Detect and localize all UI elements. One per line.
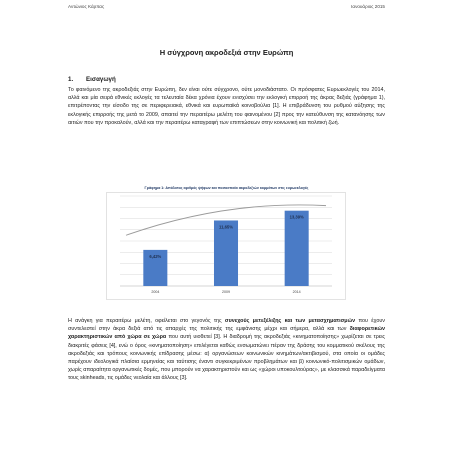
chart-caption: Γράφημα 1: Απόλυτος αριθμός ψήφων και ποσοστιαία ακροδεξιών κομμάτων στις ευρωεκλογές xyxy=(144,186,309,190)
paragraph-text: Η ανάγκη για περαιτέρω μελέτη, οφείλεται στο γεγονός της xyxy=(68,318,225,324)
paragraph-analysis xyxy=(68,317,385,383)
x-tick-label: 2009 xyxy=(222,290,230,294)
data-label: 6,42% xyxy=(149,253,162,259)
header-date: Ιανουάριος 2015 xyxy=(351,4,385,9)
document-title: Η σύγχρονη ακροδεξιά στην Ευρώπη xyxy=(159,48,294,57)
section-heading xyxy=(68,76,116,83)
chart-svg xyxy=(106,192,346,300)
bar-2009 xyxy=(214,220,238,286)
bar-chart xyxy=(106,192,346,300)
section-title: Εισαγωγή xyxy=(86,76,116,83)
paragraph-intro: Το φαινόμενο της ακροδεξιάς στην Ευρώπη, δεν είναι ούτε σύγχρονο, ούτε μονοδιάστατο. Οι πρόσφατες Ευρωεκλογές του 2014, αλλά και μία σειρά εθνικές εκλογές τα τελευταία δέκα χρόνια έχουν ενισχύσει την εκλογική επιρροή της άκρας δεξιάς (γράφημα 1), επιτρέποντας την είσοδο της σε περιφερειακά, εθνικά και ευρωπαϊκά κοινοβούλια [1]. Η επιβράδυνση του ρυθμού αύξησης της εκλογικής επιρροής της μετά το 2009, απαιτεί την περαιτέρω μελέτη του φαινομένου [2] προς την κατεύθυνση της κατανόησης των αιτιών που την προκαλούν, αλλά και την περαιτέρω καταγραφή των επιπτώσεων στην κοινωνική και πολιτική ζωή. xyxy=(68,87,385,126)
header-author: Αντώνιος Κάρπας xyxy=(68,4,105,9)
data-label: 13,39% xyxy=(289,214,304,220)
section-number: 1. xyxy=(68,76,74,83)
bar-2014 xyxy=(285,211,309,286)
paragraph-text: που αυτή υιοθετεί [3]. Η διαδρομή της ακροδεξιάς «κινηματοποίησης» χωρίζεται σε τρεις διακριτές φάσεις [4], ενώ ο όρος «κινηματοποίηση» επιλέγεται καθώς ενσωματώνει πέραν της δράσης του κομματικού σκέλους της ακροδεξιάς και τρόπους κοινωνικής επίδρασης μέσω: α) οργανώσεων κοινωνικών κινημάτων/ακτιβισμού, στα οποία οι ομάδες παρέχουν ιδεολογικά πλαίσια ερμηνείας και ταύτισης έναντι συγκεκριμένων προβλημάτων και β) κοινωνικό-πολιτισμικών ομάδων, χωρίς απαραίτητα οργανωτικές δομές, που μπορούν να χαρακτηριστούν και ως «χώροι υποκουλτούρας», με κλασσικά παραδείγματα τους skinheads, τις ομάδες νεολαία και άλλους [3]. xyxy=(68,334,385,382)
x-tick-label: 2014 xyxy=(292,290,301,294)
paragraph-bold-text: διαφορετικών χαρακτηριστικών από χώρα σε χώρα xyxy=(68,326,385,341)
page-header xyxy=(68,4,385,14)
data-label: 11,65% xyxy=(219,224,233,230)
paragraph-bold-text: συνεχούς μετεξέλιξης και των μετασχηματισμών xyxy=(224,318,356,324)
paragraph-text: που έχουν συντελεστεί στην άκρα δεξιά από τις απαρχές της πολιτικής της εμφάνισης μέχρι και σήμερα, αλλά και των xyxy=(68,318,385,333)
x-tick-label: 2004 xyxy=(151,290,160,294)
